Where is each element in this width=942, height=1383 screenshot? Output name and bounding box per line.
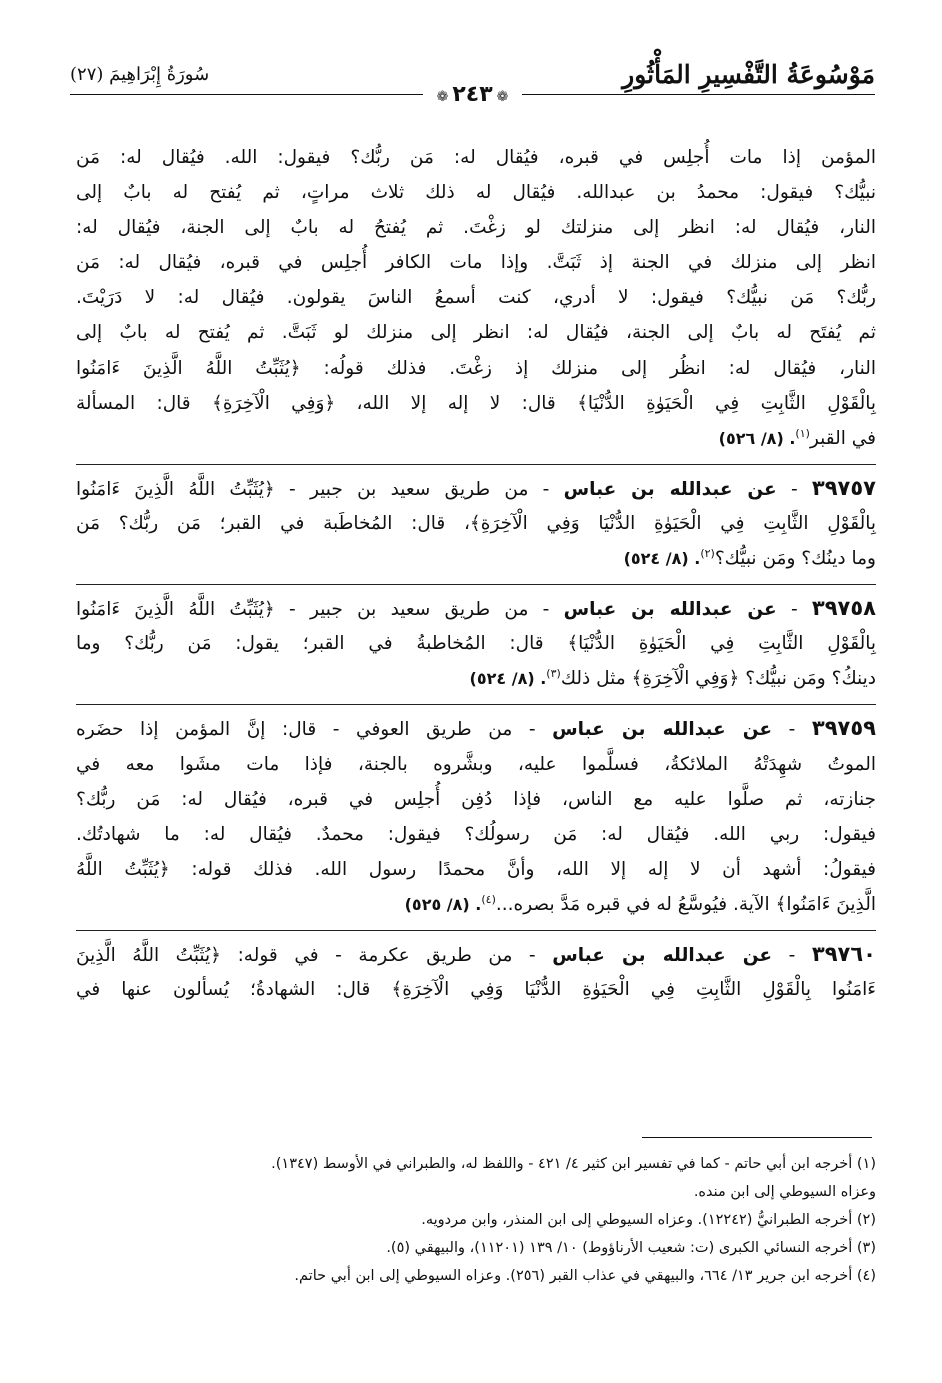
hadith-number: ٣٩٧٥٨ bbox=[811, 596, 876, 621]
footnote: (٢) أخرجه الطبرانيُّ (١٢٢٤٢). وعزاه السيوطي إلى ابن المنذر، وابن مردويه. bbox=[421, 1212, 876, 1228]
hadith-entry bbox=[76, 471, 876, 576]
footnote-marker: (٤) bbox=[481, 892, 496, 906]
volume-reference: . (٨/ ٥٢٥) bbox=[404, 894, 482, 914]
text-line: النار، فيُقال له: انظُر إلى منزلك إذ زغْتَ. فذلك قولُه: ﴿يُثَبِّتُ اللَّهُ الَّذِينَ ءَامَنُوا bbox=[76, 357, 876, 379]
hadith-number: ٣٩٧٥٧ bbox=[811, 475, 876, 500]
footnote-marker: (١) bbox=[795, 426, 810, 440]
hadith-entry bbox=[76, 591, 876, 696]
text-line: نبيُّك؟ فيقول: محمدُ بن عبدالله. فيُقال له ذلك ثلاث مراتٍ، ثم يُفتح له بابٌ إلى bbox=[76, 182, 876, 204]
text-line: المؤمن إذا مات أُجلِس في قبره، فيُقال له: مَن ربُّك؟ فيقول: الله. فيُقال له: مَن bbox=[76, 147, 876, 168]
text-line: الموتُ شهِدَتْهُ الملائكةُ، فسلَّموا عليه، وبشَّروه بالجنة، فإذا مات مشَوا معه في bbox=[76, 753, 876, 775]
text-line: ثم يُفتَح له بابٌ إلى الجنة، فيُقال له: انظر إلى منزلك لو ثَبَتَّ. ثم يُفتح له بابٌ إلى bbox=[76, 322, 876, 344]
ornament-icon: ❁ bbox=[436, 89, 449, 105]
section-divider bbox=[76, 464, 876, 465]
narrator-name: عن عبدالله بن عباس bbox=[563, 599, 777, 621]
footnote-marker: (٣) bbox=[546, 667, 561, 681]
footnotes bbox=[76, 1150, 876, 1290]
text-line: ٣٩٧٥٨ - عن عبدالله بن عباس - من طريق سعيد بن جبير - ﴿يُثَبِّتُ اللَّهُ الَّذِينَ ءَامَنُوا bbox=[76, 596, 876, 621]
footnote: (١) أخرجه ابن أبي حاتم - كما في تفسير ابن كثير ٤/ ٤٢١ - واللفظ له، والطبراني في الأوسط (١٣٤٧). bbox=[271, 1156, 876, 1172]
surah-label: سُورَةُ إِبْرَاهِيمَ (٢٧) bbox=[70, 64, 210, 85]
text-line: ٣٩٧٦٠ - عن عبدالله بن عباس - من طريق عكرمة - في قوله: ﴿يُثَبِّتُ اللَّهُ الَّذِينَ bbox=[76, 941, 876, 966]
narrator-name: عن عبدالله بن عباس bbox=[563, 478, 777, 500]
hadith-number: ٣٩٧٦٠ bbox=[811, 941, 876, 966]
book-title: مَوْسُوعَةُ التَّفْسِيرِ المَأْثُورِ bbox=[622, 60, 875, 89]
text-line: وما دينُك؟ ومَن نبيُّك؟$^{(٢)}$. (٨/ ٥٢٤) bbox=[623, 546, 876, 570]
text-line: فيقول: ربي الله. فيُقال له: مَن رسولُك؟ فيقول: محمدٌ. فيُقال له: ما شهادتُك. bbox=[76, 823, 876, 845]
text-line: بِالْقَوْلِ الثَّابِتِ فِي الْحَيَوٰةِ الدُّنْيَا وَفِي الْآخِرَةِ﴾، قال: المُخاطَبة في القبر؛ مَن ربُّك؟ مَن bbox=[76, 512, 876, 534]
volume-reference: . (٨/ ٥٢٤) bbox=[469, 669, 547, 689]
text-line: ربُّك؟ مَن نبيُّك؟ فيقول: لا أدري، كنت أسمعُ الناسَ يقولون. فيُقال له: لا دَرَيْتَ. bbox=[76, 287, 876, 309]
hadith-entry bbox=[76, 711, 876, 922]
text-line: جنازته، ثم صلَّوا عليه مع الناس، فإذا دُفِن أُجلِس في قبره، فيُقال له: مَن ربُّك؟ bbox=[76, 788, 876, 810]
text-line: ءَامَنُوا بِالْقَوْلِ الثَّابِتِ فِي الْحَيَوٰةِ الدُّنْيَا وَفِي الْآخِرَةِ﴾ قال: الشهادةُ؛ يُسألون عنها في bbox=[76, 979, 876, 1001]
text-line: بِالْقَوْلِ الثَّابِتِ فِي الْحَيَوٰةِ الدُّنْيَا﴾ قال: لا إله إلا الله، ﴿وَفِي الْآخِرَةِ﴾ قال: المسألة bbox=[76, 392, 876, 414]
narrator-name: عن عبدالله بن عباس bbox=[552, 944, 773, 966]
text-line: ٣٩٧٥٩ - عن عبدالله بن عباس - من طريق العوفي - قال: إنَّ المؤمن إذا حضَره bbox=[76, 716, 876, 741]
page-number: ٢٤٣ bbox=[452, 82, 493, 107]
text-line: بِالْقَوْلِ الثَّابِتِ فِي الْحَيَوٰةِ الدُّنْيَا﴾ قال: المُخاطبةُ في القبر؛ يقول: مَن ربُّك؟ وما bbox=[76, 633, 876, 655]
volume-reference: . (٨/ ٥٢٦) bbox=[718, 428, 796, 448]
volume-reference: . (٨/ ٥٢٤) bbox=[623, 549, 701, 569]
text-line: النار، فيُقال له: انظر إلى منزلتك لو زغْتَ. ثم يُفتحُ له بابٌ إلى الجنة، فيُقال له: bbox=[76, 217, 876, 239]
text-line: فيقولُ: أشهد أن لا إله إلا الله، وأنَّ محمدًا رسول الله. فذلك قوله: ﴿يُثَبِّتُ اللَّهُ bbox=[76, 858, 876, 880]
text-line: الَّذِينَ ءَامَنُوا﴾ الآية. فيُوسَّعُ له في قبره مَدَّ بصره...$^{(٤)}$. (٨/ ٥٢٥) bbox=[404, 892, 876, 915]
text-line: انظر إلى منزلك في الجنة إذ ثَبَتَّ. وإذا مات الكافر أُجلِس في قبره، فيُقال له: مَن bbox=[76, 252, 876, 274]
text-line: دينكُ؟ ومَن نبيُّك؟ ﴿وَفِي الْآخِرَةِ﴾ مثل ذلك$^{(٣)}$. (٨/ ٥٢٤) bbox=[469, 667, 876, 690]
section-divider bbox=[76, 930, 876, 931]
ornament-icon: ❁ bbox=[496, 89, 509, 105]
footnote-rule bbox=[642, 1137, 872, 1138]
footnote: (٤) أخرجه ابن جرير ١٣/ ٦٦٤، والبيهقي في عذاب القبر (٢٥٦). وعزاه السيوطي إلى ابن أبي حاتم. bbox=[294, 1268, 876, 1284]
text-line: في القبر$^{(١)}$. (٨/ ٥٢٦) bbox=[718, 426, 876, 449]
main-text bbox=[76, 140, 876, 1007]
running-header bbox=[70, 56, 875, 116]
page-number-box bbox=[423, 82, 523, 107]
section-divider bbox=[76, 704, 876, 705]
footnote: وعزاه السيوطي إلى ابن منده. bbox=[693, 1184, 876, 1200]
narrator-name: عن عبدالله بن عباس bbox=[552, 719, 773, 741]
section-divider bbox=[76, 584, 876, 585]
hadith-number: ٣٩٧٥٩ bbox=[811, 716, 876, 741]
text-line: ٣٩٧٥٧ - عن عبدالله بن عباس - من طريق سعيد بن جبير - ﴿يُثَبِّتُ اللَّهُ الَّذِينَ ءَامَنُوا bbox=[76, 475, 876, 500]
footnote: (٣) أخرجه النسائي الكبرى (ت: شعيب الأرناؤوط) ١٠/ ١٣٩ (١١٢٠١)، والبيهقي (٥). bbox=[386, 1240, 876, 1256]
footnote-marker: (٢) bbox=[700, 546, 715, 560]
hadith-entry bbox=[76, 937, 876, 1007]
